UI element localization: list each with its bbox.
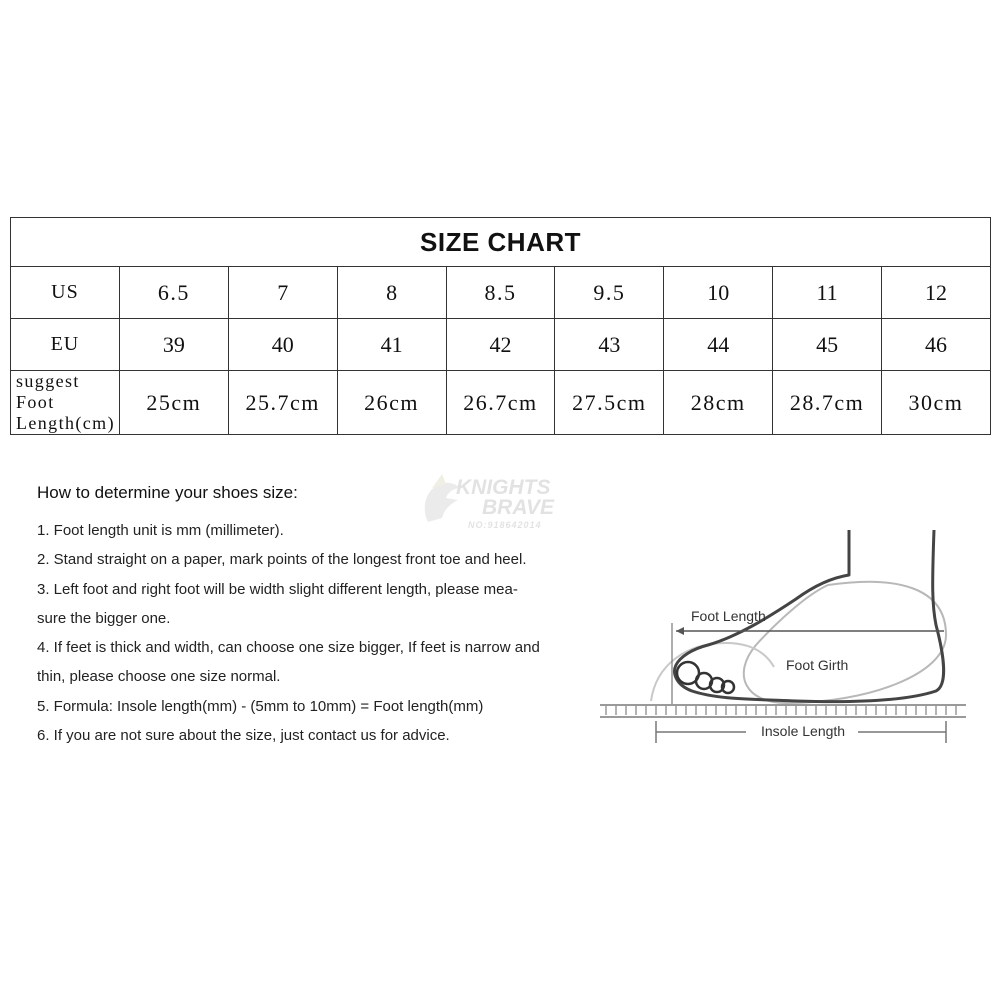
size-cell: 44 [664,319,773,371]
size-cell: 26.7cm [446,371,555,435]
guide-line: thin, please choose one size normal. [37,668,281,686]
size-cell: 8 [337,267,446,319]
size-cell: 42 [446,319,555,371]
guide-line: 5. Formula: Insole length(mm) - (5mm to 10mm) = Foot length(mm) [37,697,484,715]
size-cell: 30cm [882,371,991,435]
size-cell: 7 [228,267,337,319]
size-cell: 28.7cm [773,371,882,435]
size-row-us [11,267,991,319]
guide-line: 6. If you are not sure about the size, just contact us for advice. [37,727,450,745]
size-chart-title: SIZE CHART [11,218,991,267]
size-cell: 25cm [119,371,228,435]
size-row-eu [11,319,991,371]
size-cell: 46 [882,319,991,371]
size-cell: 11 [773,267,882,319]
size-cell: 6.5 [119,267,228,319]
row-label: suggest Foot Length(cm) [11,371,120,435]
size-cell: 40 [228,319,337,371]
size-cell: 43 [555,319,664,371]
size-cell: 12 [882,267,991,319]
foot-measurement-diagram [596,525,971,760]
size-cell: 26cm [337,371,446,435]
size-cell: 25.7cm [228,371,337,435]
watermark-line: BRAVE [482,496,554,519]
size-cell: 8.5 [446,267,555,319]
size-cell: 39 [119,319,228,371]
brand-watermark [418,462,588,534]
insole-length-label: Insole Length [761,723,846,739]
guide-line: 2. Stand straight on a paper, mark points of the longest front toe and heel. [37,551,527,569]
guide-heading: How to determine your shoes size: [37,483,298,502]
row-label: US [11,267,120,319]
guide-line: sure the bigger one. [37,609,171,627]
size-cell: 28cm [664,371,773,435]
guide-line: 3. Left foot and right foot will be width slight different length, please mea- [37,580,518,598]
size-cell: 10 [664,267,773,319]
foot-length-label: Foot Length [691,608,766,624]
size-cell: 27.5cm [555,371,664,435]
watermark-line: NO:918642014 [468,520,542,530]
guide-line: 1. Foot length unit is mm (millimeter). [37,522,284,539]
watermark-line: KNIGHTS [456,476,551,499]
size-row-foot-length [11,371,991,435]
guide-list [37,516,607,750]
size-cell: 45 [773,319,882,371]
size-cell: 41 [337,319,446,371]
foot-girth-label: Foot Girth [786,657,849,673]
size-chart-table [10,217,991,435]
size-cell: 9.5 [555,267,664,319]
guide-line: 4. If feet is thick and width, can choose one size bigger, If feet is narrow and [37,639,540,657]
row-label: EU [11,319,120,371]
